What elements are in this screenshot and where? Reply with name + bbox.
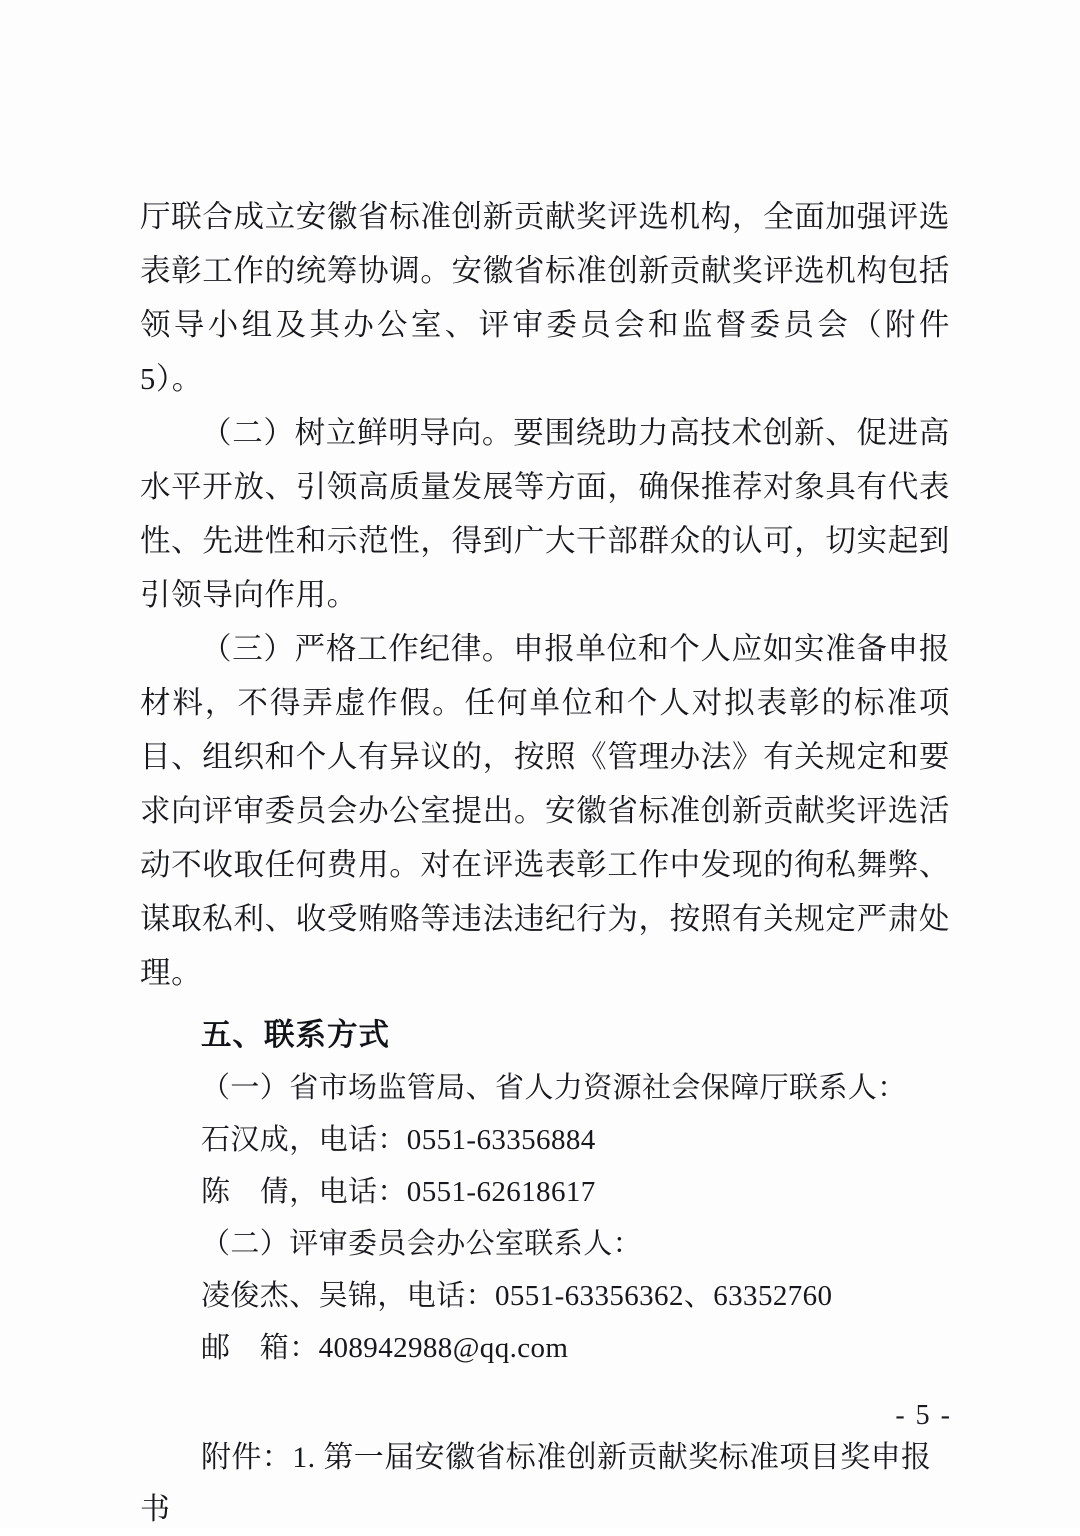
section-heading-contact: 五、联系方式: [201, 1018, 390, 1052]
document-body: [140, 190, 950, 1536]
contact-line-2: 石汉成，电话：0551-63356884: [201, 1124, 596, 1156]
contact-line-5: 凌俊杰、吴锦，电话：0551-63356362、63352760: [201, 1280, 833, 1312]
contact-line-4: （二）评审委员会办公室联系人：: [201, 1228, 643, 1260]
paragraph-continuation: 厅联合成立安徽省标准创新贡献奖评选机构，全面加强评选表彰工作的统筹协调。安徽省标准创新贡献奖评选机构包括领导小组及其办公室、评审委员会和监督委员会（附件 5）。: [140, 200, 950, 396]
contact-line-6: 邮 箱：408942988@qq.com: [201, 1332, 569, 1364]
paragraph-item-two: （二）树立鲜明导向。要围绕助力高技术创新、促进高水平开放、引领高质量发展等方面，确保推荐对象具有代表性、先进性和示范性，得到广大干部群众的认可，切实起到引领导向作用。: [140, 416, 950, 612]
attachment-line: 附件：1. 第一届安徽省标准创新贡献奖标准项目奖申报书: [140, 1441, 932, 1526]
spacer: [140, 1374, 950, 1432]
paragraph-item-three: （三）严格工作纪律。申报单位和个人应如实准备申报材料，不得弄虚作假。任何单位和个人对拟表彰的标准项目、组织和个人有异议的，按照《管理办法》有关规定和要求向评审委员会办公室提出。安徽省标准创新贡献奖评选活动不收取任何费用。对在评选表彰工作中发现的徇私舞弊、谋取私利、收受贿赂等违法违纪行为，按照有关规定严肃处理。: [140, 632, 950, 990]
contact-line-3: 陈 倩，电话：0551-62618617: [201, 1176, 596, 1208]
contact-line-1: （一）省市场监管局、省人力资源社会保障厅联系人：: [201, 1072, 907, 1104]
page-number: - 5 -: [895, 1400, 952, 1431]
